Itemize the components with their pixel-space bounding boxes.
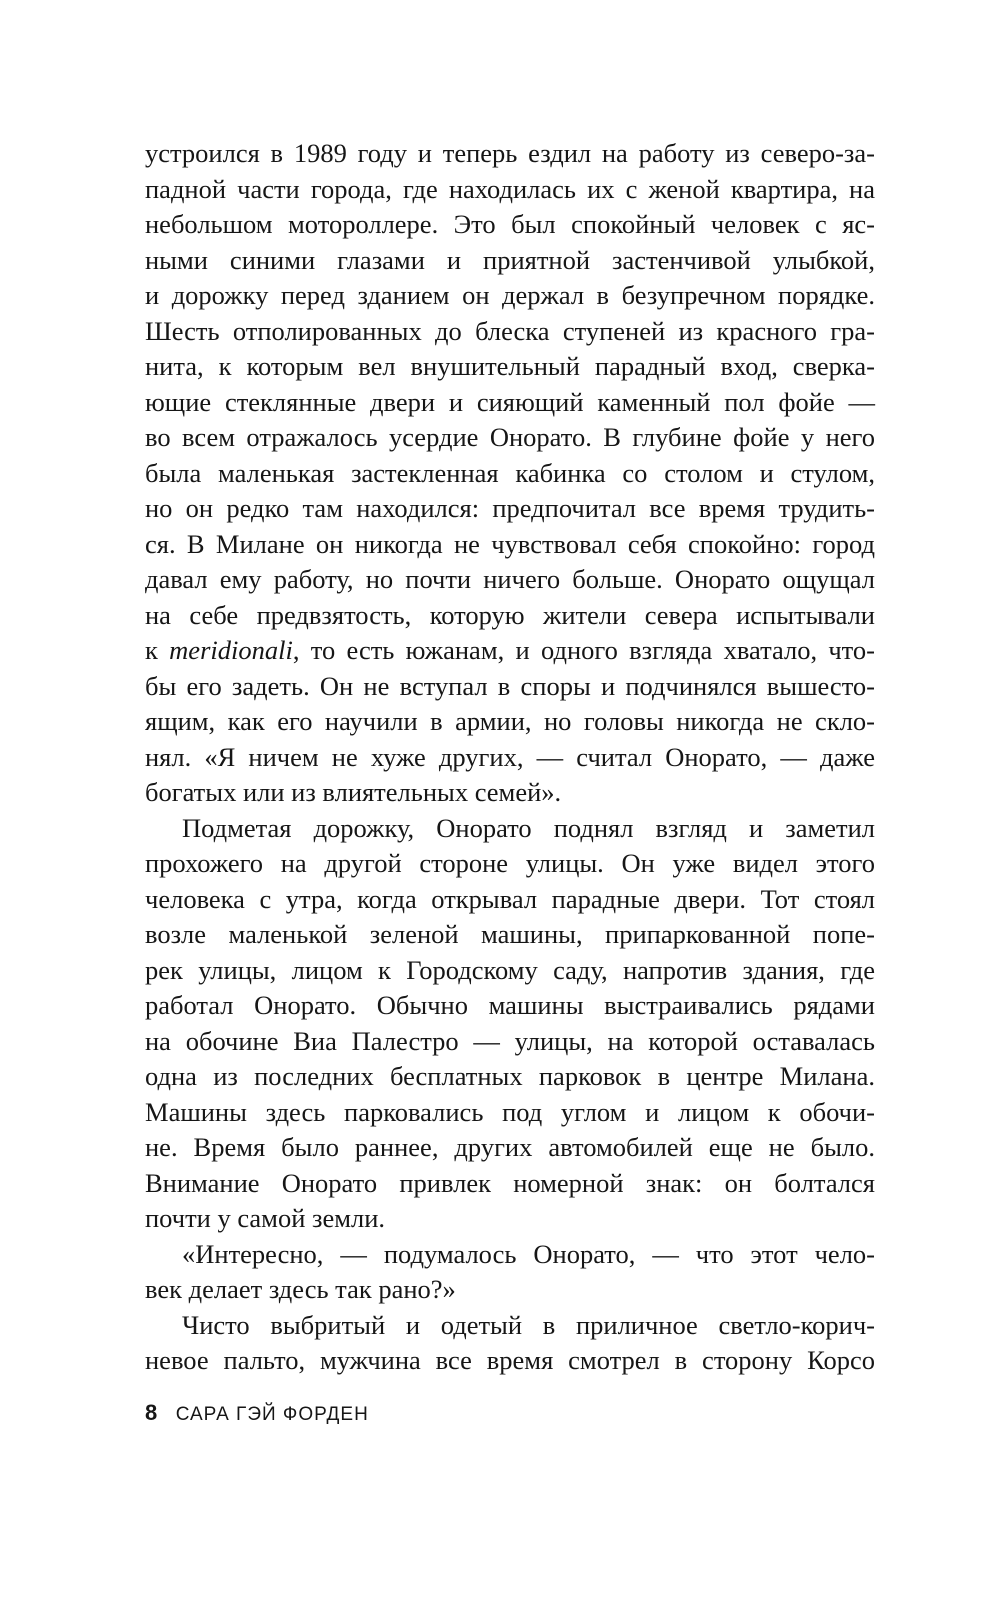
- text-line: «Интересно, — подумалось Онорато, — что этот чело-: [182, 1238, 875, 1269]
- text-line: не. Время было раннее, других автомобилей еще не было.: [145, 1132, 875, 1162]
- text-line: одна из последних бесплатных парковок в центре Милана.: [145, 1061, 875, 1091]
- text-line: была маленькая застекленная кабинка со столом и стулом,: [145, 457, 875, 488]
- text-line: небольшом мотороллере. Это был спокойный человек с яс-: [145, 209, 875, 239]
- text-line: Чисто выбритый и одетый в приличное светло-корич-: [182, 1309, 875, 1340]
- text-line: Внимание Онорато привлек номерной знак: он болтался: [145, 1167, 875, 1198]
- text-line: Машины здесь парковались под углом и лицом к обочи-: [145, 1096, 875, 1127]
- text-line: ящим, как его научили в армии, но головы никогда не скло-: [145, 706, 875, 736]
- text-line: Шесть отполированных до блеска ступеней из красного гра-: [145, 315, 875, 346]
- text-line: век делает здесь так рано?»: [145, 1274, 456, 1304]
- text-line: и дорожку перед зданием он держал в безупречном порядке.: [145, 280, 875, 310]
- text-line: нял. «Я ничем не хуже других, — считал Онорато, — даже: [145, 741, 875, 772]
- text-line: на себе предвзятость, которую жители севера испытывали: [145, 599, 875, 630]
- text-line: бы его задеть. Он не вступал в споры и подчинялся вышесто-: [145, 670, 875, 701]
- text-line: ся. В Милане он никогда не чувствовал себя спокойно: город: [145, 528, 875, 559]
- text-line: нита, к которым вел внушительный парадный вход, сверка-: [145, 351, 875, 381]
- text-line: но он редко там находился: предпочитал все время трудить-: [145, 493, 875, 523]
- text-line: возле маленькой зеленой машины, припаркованной попе-: [145, 919, 875, 949]
- text-line: на обочине Виа Палестро — улицы, на которой оставалась: [145, 1025, 875, 1056]
- foreign-word: meridionali: [169, 635, 293, 665]
- text-line: устроился в 1989 году и теперь ездил на работу из северо-за-: [145, 138, 875, 168]
- text-line: рек улицы, лицом к Городскому саду, напротив здания, где: [145, 954, 875, 985]
- text-line: во всем отражалось усердие Онорато. В глубине фойе у него: [145, 422, 875, 452]
- text-line: давал ему работу, но почти ничего больше. Онорато ощущал: [145, 564, 875, 594]
- text-line: Подметая дорожку, Онорато поднял взгляд и заметил: [182, 812, 875, 843]
- text-line: человека с утра, когда открывал парадные двери. Тот стоял: [145, 883, 875, 914]
- text-line: падной части города, где находилась их с женой квартира, на: [145, 173, 875, 204]
- text-line: богатых или из влиятельных семей».: [145, 777, 562, 807]
- text-line: почти у самой земли.: [145, 1203, 386, 1233]
- text-line: работал Онорато. Обычно машины выстраивались рядами: [145, 990, 875, 1020]
- text-line: ющие стеклянные двери и сияющий каменный пол фойе —: [145, 386, 875, 417]
- running-head: САРА ГЭЙ ФОРДЕН: [175, 1404, 369, 1425]
- text-line: ными синими глазами и приятной застенчивой улыбкой,: [145, 244, 875, 275]
- body-text: [145, 136, 875, 1379]
- text-line: к meridionali, то есть южанам, и одного взгляда хватало, что-: [145, 635, 875, 665]
- text-line: невое пальто, мужчина все время смотрел в сторону Корсо: [145, 1345, 875, 1375]
- page-footer: [145, 1400, 369, 1430]
- text-line: прохожего на другой стороне улицы. Он уже видел этого: [145, 848, 875, 878]
- page-number: 8: [145, 1400, 158, 1425]
